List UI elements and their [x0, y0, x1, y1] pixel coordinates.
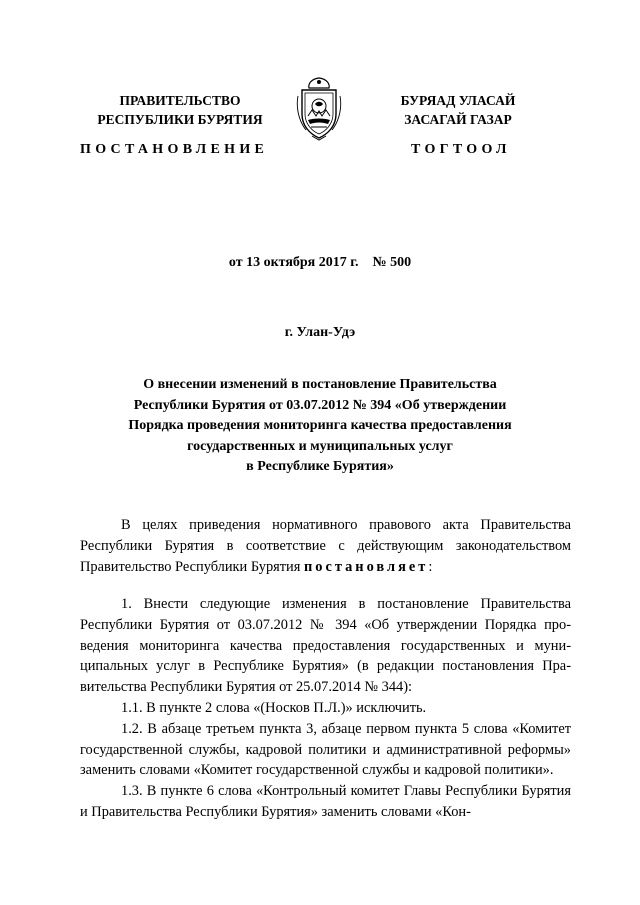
document-city: г. Улан-Удэ	[284, 325, 356, 340]
doc-type-buryat: ТОГТООЛ	[411, 142, 511, 157]
paragraph-1: 1. Внести следующие изменения в постановление Правительства Республики Бурятия от 03.07.2012 № 394 «Об утверждении Порядка проведения мониторинга качества предоставления государственных и муниципальных услуг в Республике Бурятия» (в редакции постановления Правительства Республики Бурятия от 25.07.2014 № 344):	[80, 596, 571, 696]
title-line: Порядка проведения мониторинга качества предоставления	[128, 418, 512, 434]
title-line: О внесении изменений в постановление Правительства	[143, 377, 497, 392]
issuer-russian-line2: РЕСПУБЛИКИ БУРЯТИЯ	[97, 112, 263, 127]
document-number: № 500	[372, 255, 412, 270]
document-date: от 13 октября 2017 г.	[228, 255, 359, 270]
preamble-suffix: :	[428, 558, 433, 575]
preamble-text: В целях приведения нормативного правового акта Правительства Республики Бурятия в соответствие с действующим законодательством Правительство Республики Бурятия	[80, 517, 571, 575]
preamble	[80, 515, 571, 577]
document-title	[80, 375, 560, 478]
issuer-russian	[80, 91, 280, 129]
title-line: Республики Бурятия от 03.07.2012 № 394 «Об утверждении	[133, 397, 507, 413]
paragraph-1-2: 1.2. В абзаце третьем пункта 3, абзаце первом пункта 5 слова «Комитет государственной службы, кадровой политики и административной реформы» заменить словами «Комитет государственной службы и кадровой политики».	[80, 720, 571, 779]
issuer-buryat-line2: ЗАСАГАЙ ГАЗАР	[404, 112, 512, 127]
issuer-russian-line1: ПРАВИТЕЛЬСТВО	[119, 93, 241, 108]
title-line: в Республике Бурятия»	[246, 459, 394, 475]
issuer-buryat	[378, 91, 538, 129]
paragraph-1-3: 1.3. В пункте 6 слова «Контрольный комитет Главы Республики Бурятия и Правительства Республики Бурятия» заменить словами «Кон-	[80, 783, 571, 820]
date-number-line	[0, 255, 640, 271]
title-line: государственных и муниципальных услуг	[187, 438, 453, 454]
coat-of-arms-icon	[294, 76, 344, 142]
issuer-buryat-line1: БУРЯАД УЛАСАЙ	[400, 93, 516, 108]
preamble-paragraph	[80, 515, 571, 577]
resolution-body	[80, 594, 571, 823]
doc-type-russian: ПОСТАНОВЛЕНИЕ	[80, 142, 269, 157]
preamble-emphasis: постановляет	[303, 558, 429, 575]
paragraph-1-1: 1.1. В пункте 2 слова «(Носков П.Л.)» исключить.	[121, 699, 427, 716]
